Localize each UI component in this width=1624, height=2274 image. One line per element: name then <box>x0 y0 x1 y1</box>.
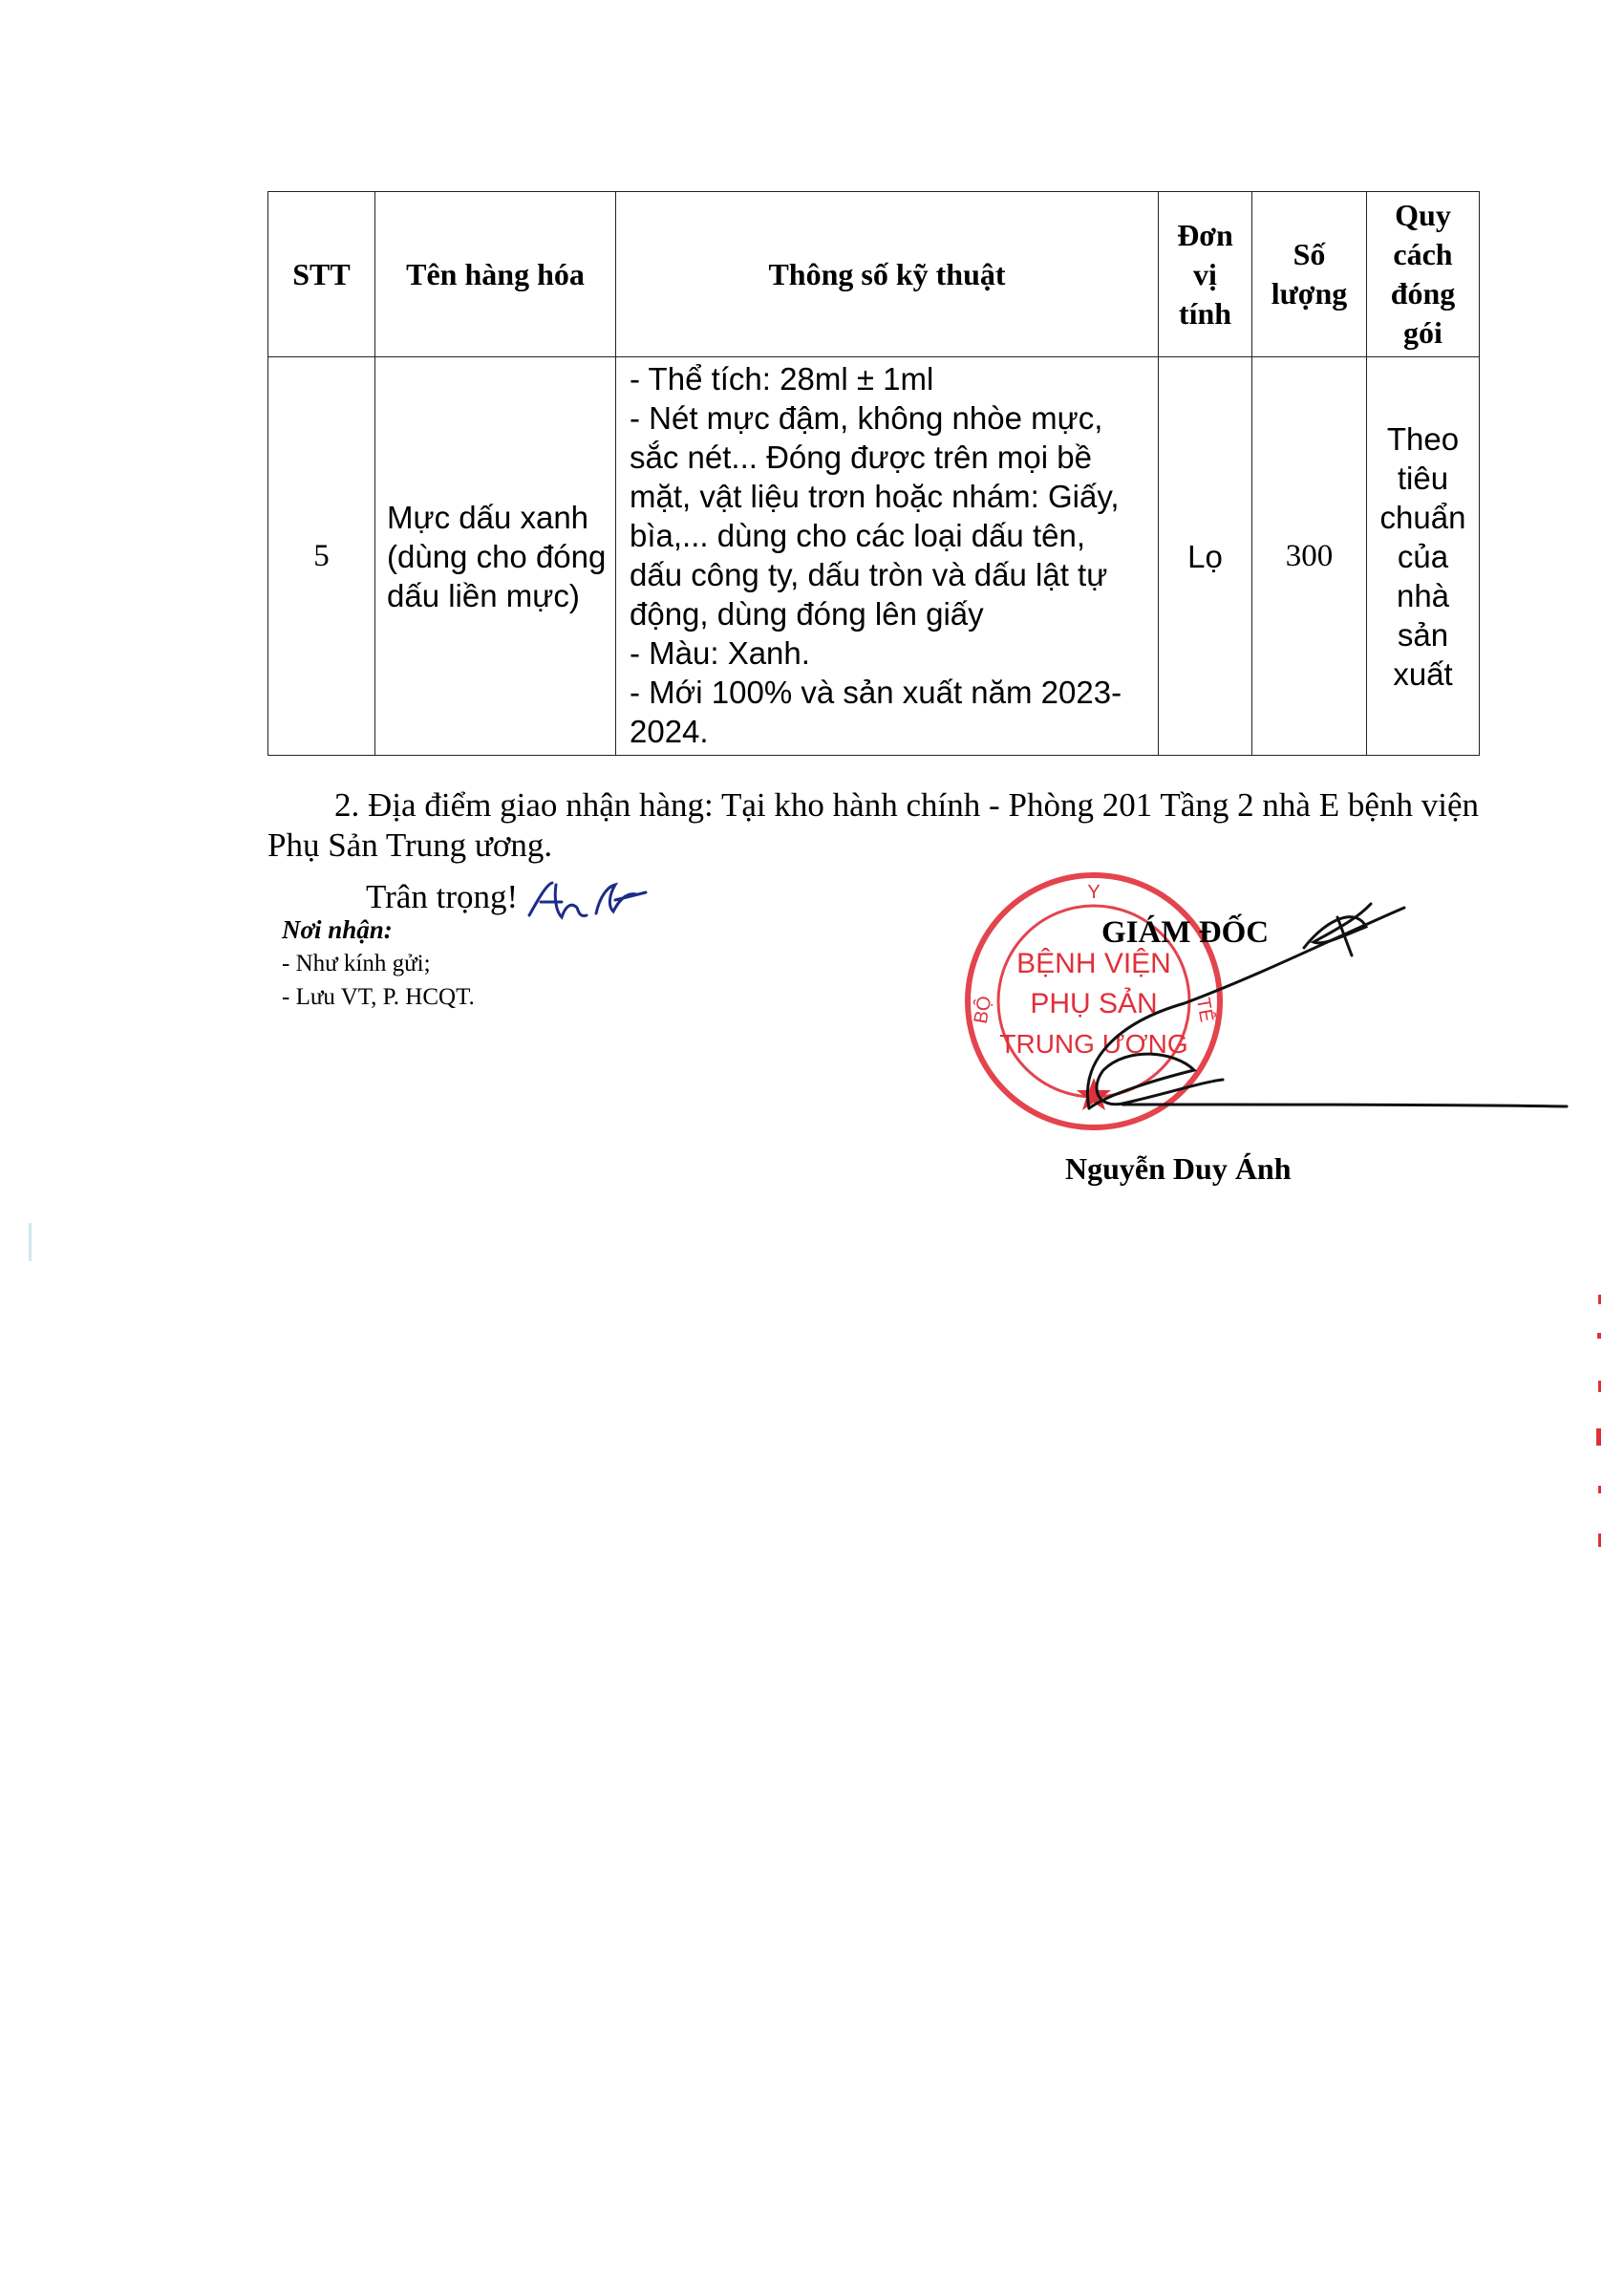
table-header-row <box>268 192 1480 357</box>
spec-line: - Mới 100% và sản xuất năm 2023-2024. <box>630 675 1122 749</box>
stamp-top-text: Y <box>1087 882 1100 903</box>
stamp-line: PHỤ SẢN <box>1030 988 1158 1019</box>
cell-pack: Theo tiêu chuẩn của nhà sản xuất <box>1367 357 1480 756</box>
cell-unit: Lọ <box>1159 357 1252 756</box>
stamp-line: TRUNG ƯƠNG <box>999 1029 1188 1059</box>
director-title: GIÁM ĐỐC <box>1101 915 1270 950</box>
scan-artifact <box>29 1223 32 1261</box>
table-row <box>268 357 1480 756</box>
spec-line: - Thể tích: 28ml ± 1ml <box>630 361 934 397</box>
recipient-item: - Lưu VT, P. HCQT. <box>282 984 475 1010</box>
stamp-line: BỆNH VIỆN <box>1016 948 1171 979</box>
header-stt: STT <box>268 192 375 357</box>
cell-qty: 300 <box>1252 357 1367 756</box>
delivery-paragraph: 2. Địa điểm giao nhận hàng: Tại kho hành chính - Phòng 201 Tầng 2 nhà E bệnh viện Phụ Sản Trung ương. <box>267 786 1479 864</box>
director-signature <box>1051 879 1586 1127</box>
header-pack: Quy cách đóng gói <box>1367 192 1480 357</box>
cell-spec <box>616 357 1159 756</box>
recipients-title: Nơi nhận: <box>282 915 393 944</box>
header-name: Tên hàng hóa <box>375 192 616 357</box>
edge-stamp-mark <box>1591 1295 1610 1581</box>
stamp-right-text: TẾ <box>1191 996 1217 1024</box>
cell-name: Mực dấu xanh (dùng cho đóng dấu liền mực) <box>375 357 616 756</box>
stamp-left-text: BỘ <box>970 994 996 1026</box>
signer-name: Nguyễn Duy Ánh <box>1065 1151 1292 1186</box>
spec-line: - Nét mực đậm, không nhòe mực, sắc nét... Đóng được trên mọi bề mặt, vật liệu trơn hoặc nhám: Giấy, bìa,... dùng cho các loại dấu tên, dấu công ty, dấu tròn và dấu lật tự động, dùng đóng lên giấy <box>630 400 1120 632</box>
cell-stt: 5 <box>268 357 375 756</box>
initials-signature <box>524 879 657 927</box>
spec-line: - Màu: Xanh. <box>630 635 810 671</box>
header-unit: Đơn vị tính <box>1159 192 1252 357</box>
header-spec: Thông số kỹ thuật <box>616 192 1159 357</box>
header-qty: Số lượng <box>1252 192 1367 357</box>
goods-table <box>267 191 1480 756</box>
closing-text: Trân trọng! <box>366 878 519 915</box>
recipient-item: - Như kính gửi; <box>282 951 431 976</box>
